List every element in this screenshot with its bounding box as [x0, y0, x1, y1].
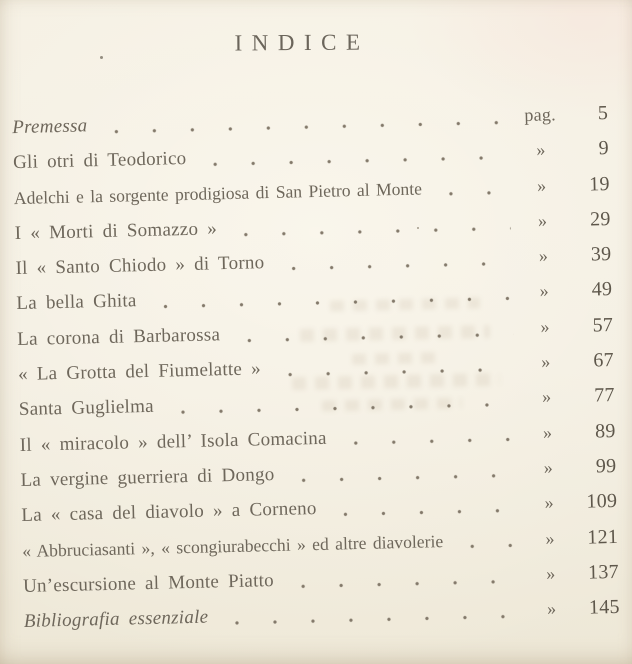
- entry-title: Premessa: [12, 115, 88, 139]
- page-number: 89: [594, 419, 616, 443]
- page-number: 9: [598, 137, 610, 160]
- dot-leader: [327, 508, 518, 516]
- page-marker: »: [537, 210, 548, 231]
- dot-leader: [147, 297, 513, 310]
- dot-leader: [432, 191, 510, 197]
- page-number: 99: [595, 454, 617, 478]
- entry-title: Adelchi e la sorgente prodigiosa di San Pietro al Monte: [13, 178, 423, 208]
- page-title: INDICE: [234, 29, 370, 56]
- dot-leader: [164, 402, 515, 414]
- entry-title: Il « miracolo » dell’ Isola Comacina: [19, 427, 327, 456]
- paper-speck: [100, 56, 103, 59]
- page-marker: pag.: [524, 104, 557, 126]
- entry-title: Il « Santo Chiodo » di Torno: [15, 252, 265, 280]
- page-number: 67: [593, 349, 615, 372]
- entry-title: La vergine guerriera di Dongo: [20, 463, 275, 491]
- page-marker: »: [544, 492, 555, 513]
- dot-leader: [284, 579, 519, 589]
- entry-title: « La Grotta del Fiumelatte »: [17, 358, 262, 386]
- dot-leader: [98, 120, 509, 134]
- page-marker: »: [542, 422, 553, 443]
- page-marker: »: [541, 386, 552, 408]
- dot-leader: [271, 367, 514, 377]
- entry-title: Bibliografia essenziale: [23, 606, 209, 633]
- dot-leader: [218, 614, 520, 625]
- page-marker: »: [541, 351, 551, 372]
- page-number: 57: [592, 313, 614, 337]
- page-marker: »: [538, 245, 549, 266]
- page-number: 39: [590, 243, 612, 266]
- dot-leader: [230, 332, 513, 343]
- page-number: 77: [593, 384, 615, 407]
- page-number: 137: [587, 560, 620, 584]
- page-number: 121: [587, 525, 619, 549]
- dot-leader: [337, 438, 516, 446]
- entry-title: La « casa del diavolo » a Corneno: [21, 498, 317, 527]
- page-number: 145: [588, 596, 620, 619]
- toc-list: [12, 96, 620, 639]
- page-marker: »: [536, 175, 547, 196]
- page-marker: »: [543, 457, 554, 478]
- page-number: 29: [589, 207, 611, 231]
- page-marker: »: [546, 598, 557, 619]
- dot-leader: [275, 261, 512, 271]
- page-number: 49: [591, 278, 613, 301]
- page-number: 19: [588, 172, 611, 196]
- dot-leader: [453, 544, 518, 550]
- page-marker: »: [546, 563, 556, 584]
- dot-leader: [227, 226, 511, 237]
- page-marker: »: [539, 280, 550, 302]
- page-number: 109: [586, 490, 618, 513]
- entry-title: Santa Guglielma: [18, 396, 155, 421]
- page-marker: »: [536, 139, 546, 161]
- page-marker: »: [545, 527, 555, 549]
- entry-title: Un’escursione al Monte Piatto: [22, 569, 275, 597]
- page-number: 5: [597, 102, 609, 125]
- page-marker: »: [540, 316, 550, 337]
- dot-leader: [196, 155, 509, 166]
- entry-title: I « Morti di Somazzo »: [14, 218, 218, 244]
- entry-title: La corona di Barbarossa: [17, 324, 221, 350]
- entry-title: La bella Ghita: [16, 290, 137, 315]
- entry-title: Gli otri di Teodorico: [12, 148, 187, 174]
- dot-leader: [285, 473, 517, 482]
- entry-title: « Abbruciasanti », « scongiurabecchi » ed altre diavolerie: [21, 530, 444, 561]
